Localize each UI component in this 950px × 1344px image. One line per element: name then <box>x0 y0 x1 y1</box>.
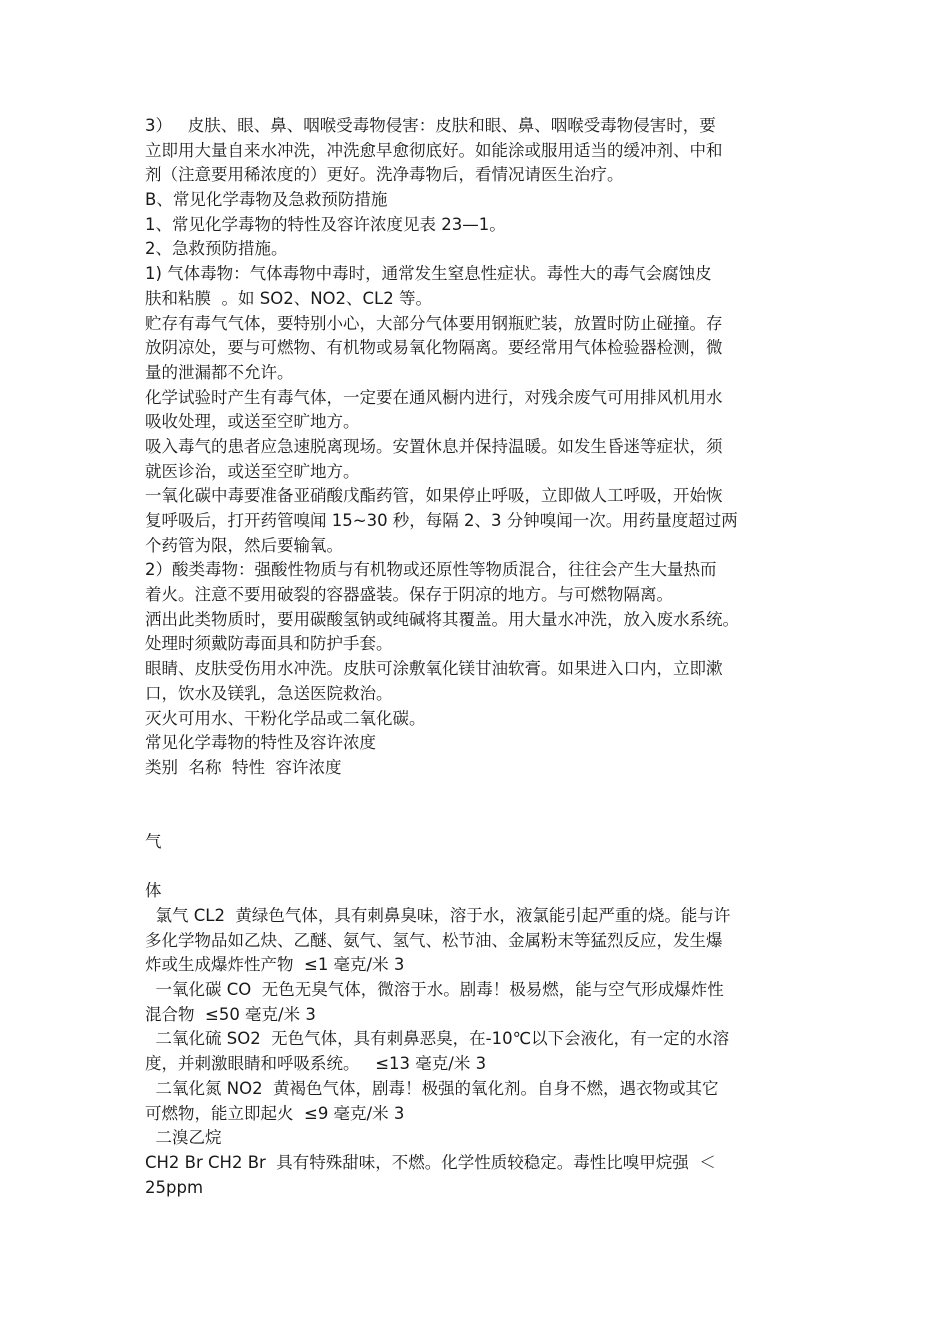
table-row-text: 度，并刺激眼睛和呼吸系统。 ≤13 毫克/米 3 <box>145 1054 487 1074</box>
text-line: 量的泄漏都不允许。 <box>145 362 294 382</box>
text-line: 3） 皮肤、眼、鼻、咽喉受毒物侵害：皮肤和眼、鼻、咽喉受毒物侵害时，要 <box>145 116 716 135</box>
table-category-char: 气 <box>145 831 162 851</box>
text-line: 肤和粘膜 。如 SO2、NO2、CL2 等。 <box>145 288 432 308</box>
table-category-char: 体 <box>145 881 162 901</box>
text-line: 2）酸类毒物：强酸性物质与有机物或还原性等物质混合，往往会产生大量热而 <box>145 560 717 580</box>
spacer <box>145 855 810 880</box>
text-line: 处理时须戴防毒面具和防护手套。 <box>145 634 393 654</box>
text-line: 1) 气体毒物：气体毒物中毒时，通常发生窒息性症状。毒性大的毒气会腐蚀皮 <box>145 264 712 284</box>
text-line: 眼睛、皮肤受伤用水冲洗。皮肤可涂敷氧化镁甘油软膏。如果进入口内，立即漱 <box>145 659 723 679</box>
text-line: 吸收处理，或送至空旷地方。 <box>145 412 360 432</box>
table-row-text: 多化学物品如乙炔、乙醚、氨气、氢气、松节油、金属粉末等猛烈反应，发生爆 <box>145 930 723 950</box>
table-row-text: 二氧化硫 SO2 无色气体，具有刺鼻恶臭，在-10℃以下会液化，有一定的水溶 <box>145 1029 730 1049</box>
text-line: 贮存有毒气气体，要特别小心，大部分气体要用钢瓶贮装，放置时防止碰撞。存 <box>145 313 723 333</box>
table-row-text: CH2 Br CH2 Br 具有特殊甜味，不燃。化学性质较稳定。毒性比嗅甲烷强 ＜ <box>145 1152 716 1172</box>
table-row-text: 可燃物，能立即起火 ≤9 毫克/米 3 <box>145 1103 405 1123</box>
table-row-text: 炸或生成爆炸性产物 ≤1 毫克/米 3 <box>145 955 405 975</box>
text-line: 口，饮水及镁乳，急送医院救治。 <box>145 683 393 703</box>
table-title: 常见化学毒物的特性及容许浓度 <box>145 733 376 753</box>
spacer <box>145 781 810 830</box>
text-line: 一氧化碳中毒要准备亚硝酸戊酯药管，如果停止呼吸，立即做人工呼吸，开始恢 <box>145 486 723 506</box>
text-line: 灭火可用水、干粉化学品或二氧化碳。 <box>145 708 426 728</box>
text-line: 剂（注意要用稀浓度的）更好。洗净毒物后，看情况请医生治疗。 <box>145 165 624 185</box>
table-row-text: 25ppm <box>145 1177 204 1197</box>
document-page <box>145 114 810 1200</box>
text-line: 放阴凉处，要与可燃物、有机物或易氧化物隔离。要经常用气体检验器检测，微 <box>145 338 723 358</box>
text-line: 着火。注意不要用破裂的容器盛装。保存于阴凉的地方。与可燃物隔离。 <box>145 585 673 605</box>
text-line: 立即用大量自来水冲洗，冲洗愈早愈彻底好。如能涂或服用适当的缓冲剂、中和 <box>145 140 723 160</box>
section-heading: B、常见化学毒物及急救预防措施 <box>145 190 388 210</box>
text-line: 就医诊治，或送至空旷地方。 <box>145 461 360 481</box>
table-row-text: 一氧化碳 CO 无色无臭气体，微溶于水。剧毒！极易燃，能与空气形成爆炸性 <box>145 980 724 1000</box>
table-header: 类别 名称 特性 容许浓度 <box>145 757 342 777</box>
text-line: 洒出此类物质时，要用碳酸氢钠或纯碱将其覆盖。用大量水冲洗，放入废水系统。 <box>145 609 739 629</box>
text-line: 2、急救预防措施。 <box>145 239 288 259</box>
table-row-text: 二氧化氮 NO2 黄褐色气体，剧毒！极强的氧化剂。自身不燃，遇衣物或其它 <box>145 1078 719 1098</box>
table-row-text: 氯气 CL2 黄绿色气体，具有刺鼻臭味，溶于水，液氯能引起严重的烧。能与许 <box>145 906 731 926</box>
table-row-text: 混合物 ≤50 毫克/米 3 <box>145 1004 316 1024</box>
text-line: 复呼吸后，打开药管嗅闻 15~30 秒，每隔 2、3 分钟嗅闻一次。用药量度超过两 <box>145 511 738 530</box>
text-line: 吸入毒气的患者应急速脱离现场。安置休息并保持温暖。如发生昏迷等症状，须 <box>145 436 723 456</box>
text-line: 1、常见化学毒物的特性及容许浓度见表 23—1。 <box>145 214 506 234</box>
text-line: 化学试验时产生有毒气体，一定要在通风橱内进行，对残余废气可用排风机用水 <box>145 387 723 407</box>
table-row-text: 二溴乙烷 <box>145 1128 222 1148</box>
text-line: 个药管为限，然后要输氧。 <box>145 535 343 555</box>
